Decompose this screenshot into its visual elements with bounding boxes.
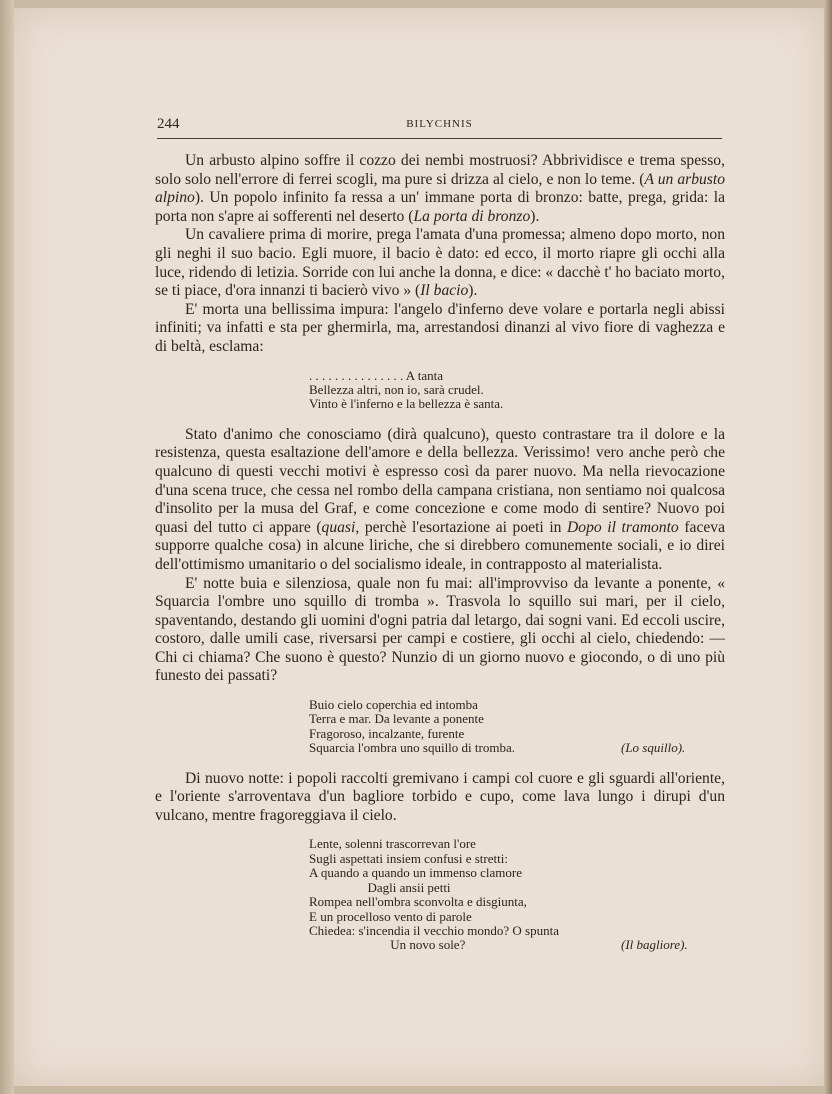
work-title: A un arbusto alpino xyxy=(155,170,726,207)
text-run: ). xyxy=(530,207,540,225)
page-right-edge xyxy=(824,0,832,1094)
poem-reference: (Lo squillo). xyxy=(621,740,686,756)
verse-line: Chiedea: s'incendia il vecchio mondo? O spunta xyxy=(309,922,559,938)
verse-line: . . . . . . . . . . . . . . . A tanta xyxy=(309,367,443,383)
text-run: ). Un popolo infinito fa ressa a un' immane porta di bronzo: batte, prega, grida: la porta non s'apre ai sofferenti nel deserto ( xyxy=(155,189,725,225)
paragraph-cavaliere xyxy=(155,226,725,300)
paragraph-morta: E' morta una bellissima impura: l'angelo d'inferno deve volare e portarla negli abissi infiniti; va infatti e sta per ghermirla, ma, arrestandosi dinanzi al vivo fiore di vaghezza e di beltà, esclama: xyxy=(155,300,725,355)
verse-line: Squarcia l'ombra uno squillo di tromba. xyxy=(309,740,515,756)
page-number: 244 xyxy=(157,116,180,132)
verse-quote-2 xyxy=(309,698,725,756)
verse-line: Vinto è l'inferno e la bellezza è santa. xyxy=(309,396,504,412)
work-title: Il bacio xyxy=(420,282,469,300)
paragraph-di-nuovo-notte: Di nuovo notte: i popoli raccolti gremivano i campi col cuore e gli sguardi all'oriente, e l'oriente s'arroventava d'un bagliore torbido e cupo, come lava lungo i dirupi d'un vulcano, mentre fragoreggiava il cielo. xyxy=(155,769,725,824)
text-run: Stato d'animo che conosciamo (dirà qualcuno), questo contrastare tra il dolore e la resistenza, questa esaltazione dell'amore e della bellezza. Verissimo! vero anche però che qualcuno di questi vecchi motivi è espresso così da parer nuovo. Ma nella rievocazione d'una scena truce, che cessa nel rombo della campana cristiana, non sentiamo noi qualcosa d'insolito per la musa del Graf, e come concezione e come modo di sentire? Nuovo poi quasi del tutto ci appare ( xyxy=(155,425,725,536)
verse-line: Bellezza altri, non io, sarà crudel. xyxy=(309,381,484,397)
text-run: , perchè l'esortazione ai poeti in xyxy=(355,518,568,536)
work-title: Dopo il tramonto xyxy=(567,518,679,536)
verse-row xyxy=(309,938,725,952)
verse-row xyxy=(309,741,725,755)
text-run: Un cavaliere prima di morire, prega l'amata d'una promessa; almeno dopo morto, non gli neghi il suo bacio. Egli muore, il bacio è dato: ed ecco, il morto riapre gli occhi alla luce, ridendo di letizia. Sorride con lui anche la donna, e dice: « dacchè t' ho baciato morto, se ti piace, d'ora innanzi ti bacierò vivo » ( xyxy=(155,226,725,300)
verse-line: Fragoroso, incalzante, furente xyxy=(309,725,465,741)
running-title: BILYCHNIS xyxy=(406,118,473,130)
verse-line: E un procelloso vento di parole xyxy=(309,908,472,924)
verse-quote-3 xyxy=(309,837,725,952)
verse-line: A quando a quando un immenso clamore xyxy=(309,865,523,881)
emphasis: quasi xyxy=(321,518,356,536)
verse-quote-1 xyxy=(309,369,725,412)
paragraph-stato-d-animo xyxy=(155,426,725,575)
verse-line: Terra e mar. Da levante a ponente xyxy=(309,711,484,727)
verse-line: Lente, solenni trascorrevan l'ore xyxy=(309,836,476,852)
text-run: Un arbusto alpino soffre il cozzo dei nembi mostruosi? Abbrividisce e trema spesso, solo solo nell'errore di ferrei scogli, ma pure si drizza al cielo, e non lo teme. ( xyxy=(155,152,725,188)
page-header xyxy=(157,116,722,139)
work-title: La porta di bronzo xyxy=(413,207,531,225)
verse-line: Dagli ansii petti xyxy=(309,879,451,895)
page-left-edge xyxy=(0,0,14,1094)
page-body xyxy=(155,152,725,953)
verse-line: Un novo sole? xyxy=(309,937,466,953)
paragraph-arbusto xyxy=(155,152,725,226)
verse-line: Sugli aspettati insiem confusi e stretti: xyxy=(309,850,508,866)
text-run: faceva supporre qualche cosa) in alcune liriche, che si direbbero comunemente sociali, e io direi dell'ottimismo umanitario o del socialismo ideale, in contrapposto al materialista. xyxy=(155,518,726,573)
paragraph-notte-buia: E' notte buia e silenziosa, quale non fu mai: all'improvviso da levante a ponente, « Squarcia l'ombre uno squillo di tromba ». Trasvola lo squillo sui mari, per il cielo, spaventando, destando gli uomini d'ogni patria dal letargo, dai sogni vani. Ed eccoli uscire, costoro, dalle umili case, riversarsi per campi e costiere, gli occhi al cielo, chiedendo: — Chi ci chiama? Che suono è questo? Nunzio di un giorno nuovo e giocondo, o di uno più funesto dei passati? xyxy=(155,574,725,685)
text-run: ). xyxy=(468,282,478,300)
poem-reference: (Il bagliore). xyxy=(621,937,688,953)
verse-line: Rompea nell'ombra sconvolta e disgiunta, xyxy=(309,894,527,910)
verse-line: Buio cielo coperchia ed intomba xyxy=(309,697,478,713)
